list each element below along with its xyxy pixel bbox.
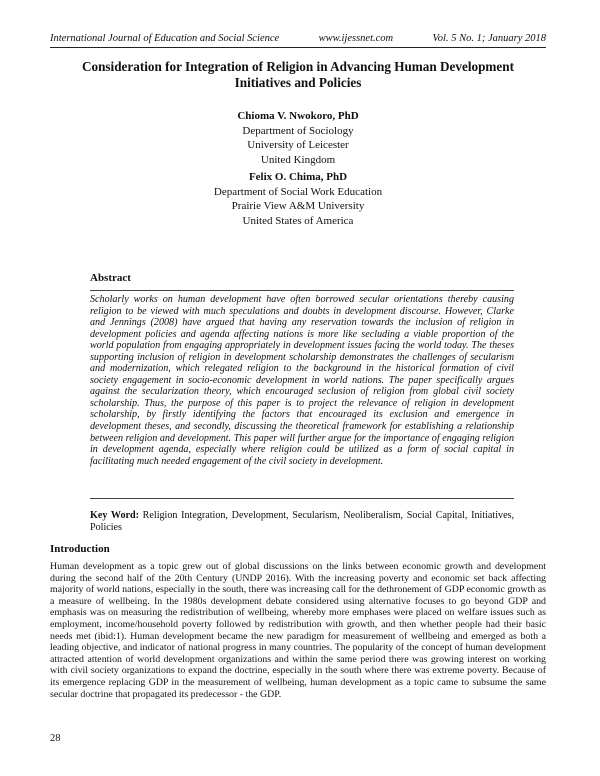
author-country: United States of America [242,214,354,227]
page-number: 28 [50,733,61,744]
author-institution: University of Leicester [247,139,349,152]
keywords [90,510,514,534]
introduction-text: Human development as a topic grew out of global discussions on the links between economic growth and development during the second half of the 20th Century (UNDP 2016). With the increasing poverty and economic set back affecting majority of world nations, especially in the south, there was increasing call for the dethronement of GDP economic growth as a measure of wellbeing. In the 1980s development debate considered using alternative focuses to go beyond GDP and emphasis was on measuring the redistribution of wellbeing, whereby more emphases were placed on welfare issues such as employment, income/household poverty followed by redistribution with growth, and then whether people had their basic needs met (ibid:1). Human development became the new paradigm for measurement of wellbeing and emerged as both a leading objective, and indicator of national progress in many countries. The popularity of the concept of human development attracted attention of world development organizations and within the same period there was growing interest on working with civil society organizations to expand the doctrine, especially in the south where there was extreme poverty. Because of its emergence replacing GDP in the measurement of wellbeing, human development as a topic came to subsume the same secular doctrine that propagated its predecessor - the GDP. [50,561,546,700]
journal-url: www.ijessnet.com [318,33,394,44]
journal-issue: Vol. 5 No. 1; January 2018 [432,33,546,44]
keywords-text: Religion Integration, Development, Secularism, Neoliberalism, Social Capital, Initiatives, Policies [90,510,514,533]
header-rule [50,47,546,48]
keywords-label: Key Word: [90,510,139,521]
author-1 [100,109,496,167]
author-name: Felix O. Chima, PhD [248,171,348,183]
journal-name: International Journal of Education and Social Science [50,33,280,44]
introduction-heading: Introduction [50,543,110,555]
abstract-bottom-rule [90,498,514,499]
author-country: United Kingdom [260,153,336,166]
running-header [50,33,546,45]
author-institution: Prairie View A&M University [231,200,365,213]
author-name: Chioma V. Nwokoro, PhD [237,110,359,122]
paper-title: Consideration for Integration of Religion in Advancing Human Development Initiatives and Policies [81,59,515,90]
author-department: Department of Sociology [242,124,354,137]
author-2 [100,170,496,228]
author-department: Department of Social Work Education [213,185,383,198]
abstract-top-rule [90,290,514,291]
abstract-heading: Abstract [90,272,131,284]
abstract-text: Scholarly works on human development have often borrowed secular orientations thereby causing religion to be viewed with much speculations and doubts in development discourse. However, Clarke and Jennings (2008) have argued that having any reservation towards the inclusion of religion in development policies and agenda affecting nations is more like secluding a viable proportion of the world population from engaging appropriately in development issues facing the world today. The theses supporting inclusion of religion in development scholarship demonstrates the challenges of secularism and modernization, which relegated religion to the background in the historical formation of civil society engagement in socio-economic development in world nations. The paper specifically argues against the secularization theory, which encouraged seclusion of religion from global civil society scholarship. Thus, the purpose of this paper is to project the relevance of religion in development scholarship, by firstly identifying the factors that encouraged its exclusion and emergence in development theses, and secondly, discussing the theoretical framework for establishing a relationship between religion and development. This paper will further argue for the importance of engaging religion in development agenda, especially where religion could be utilized as a form of social capital in facilitating much needed engagement of the civil society in development. [90,294,514,467]
